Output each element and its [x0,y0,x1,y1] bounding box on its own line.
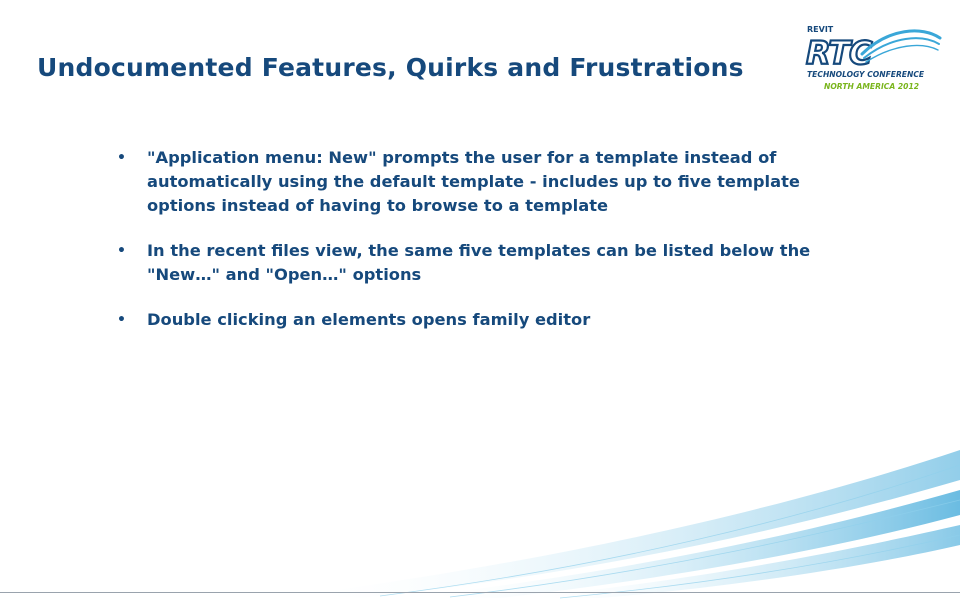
logo-revit-text: REVIT [807,25,834,34]
slide-title: Undocumented Features, Quirks and Frustrations [37,53,744,82]
logo-conference-text: TECHNOLOGY CONFERENCE [807,70,925,79]
footer-divider [0,592,960,593]
decorative-swoosh [0,420,960,600]
bullet-dot-icon: • [117,243,126,259]
rtc-logo [804,18,944,94]
bullet-dot-icon: • [117,150,126,166]
bullet-item [117,239,865,287]
bullet-list [117,146,865,353]
logo-swoosh-icon [862,31,940,62]
bullet-dot-icon: • [117,312,126,328]
bullet-text: "Application menu: New" prompts the user for a template instead of automatically using the default template - includes up to five template options instead of having to browse to a template [147,148,800,215]
bullet-text: In the recent files view, the same five templates can be listed below the "New…" and "Open…" options [147,241,811,284]
bullet-item [117,146,865,218]
bullet-text: Double clicking an elements opens family editor [147,310,591,329]
logo-rtc-mark: RTC [806,34,872,72]
bullet-item [117,308,865,332]
logo-location-text: NORTH AMERICA 2012 [824,82,920,91]
